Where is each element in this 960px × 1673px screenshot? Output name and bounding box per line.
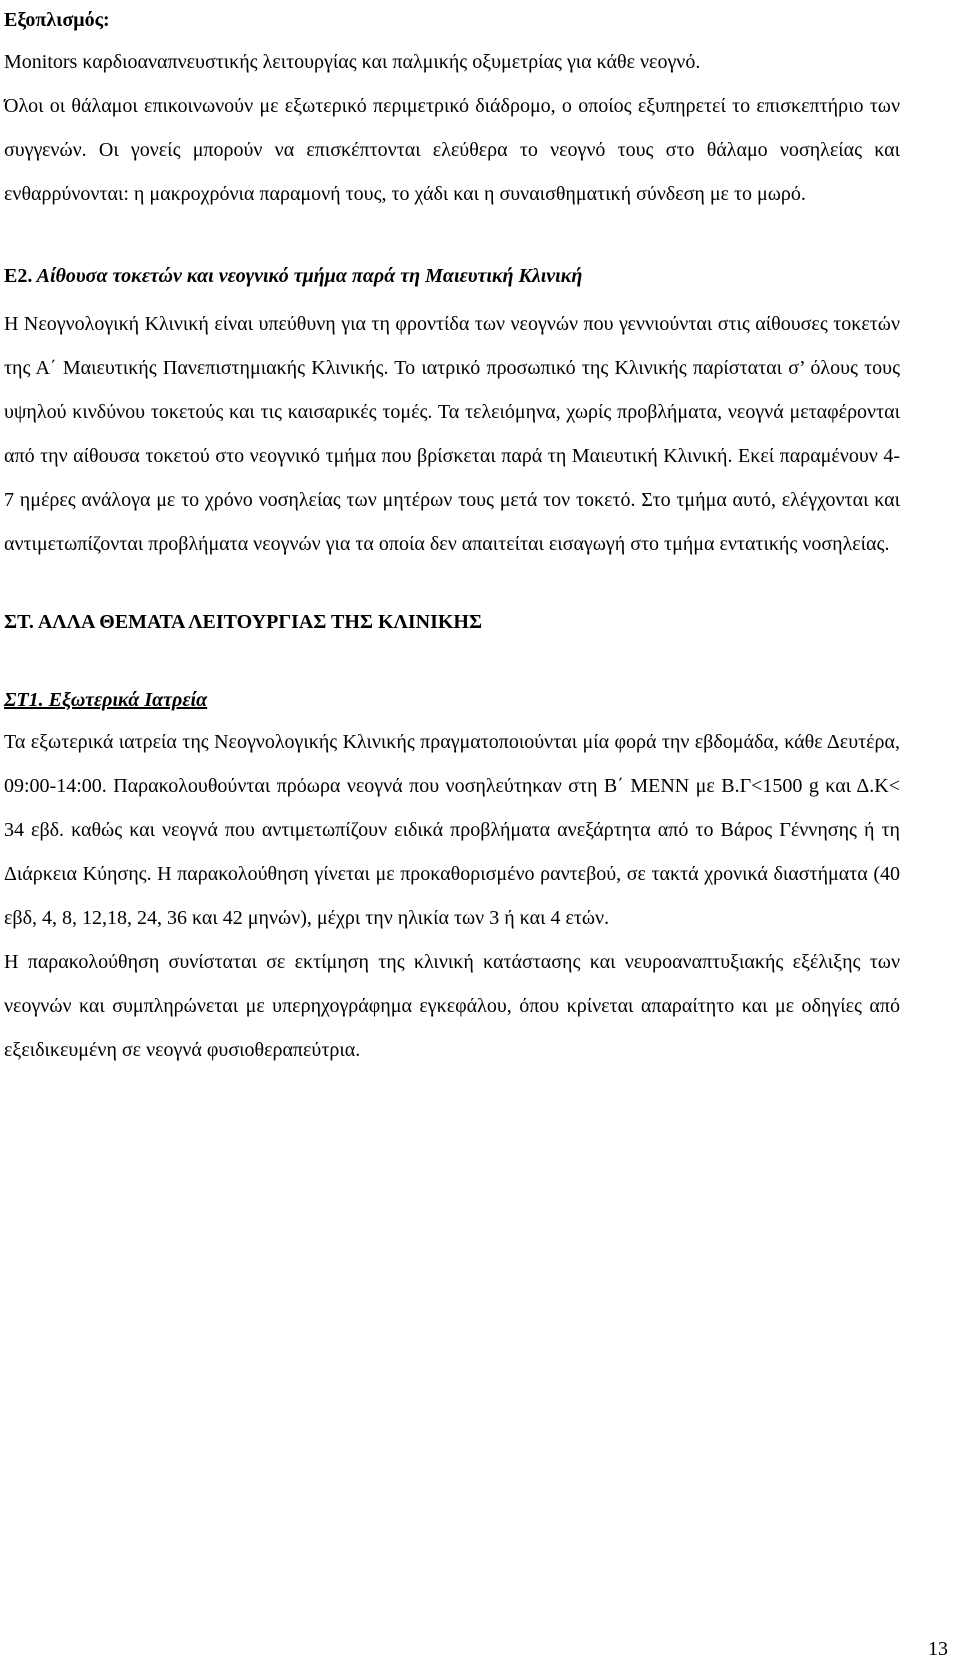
section-e2-number: Ε2. — [4, 265, 33, 287]
section-e2-body: Η Νεογνολογική Κλινική είναι υπεύθυνη για τη φροντίδα των νεογνών που γεννιούνται στις αίθουσες τοκετών της Α΄ Μαιευτικής Πανεπιστημιακής Κλινικής. Το ιατρικό προσωπικό της Κλινικής παρίσταται σ’ όλους τους υψηλού κινδύνου τοκετούς και τις καισαρικές τομές. Τα τελειόμηνα, χωρίς προβλήματα, νεογνά μεταφέρονται από την αίθουσα τοκετού στο νεογνικό τμήμα που βρίσκεται παρά τη Μαιευτική Κλινική. Εκεί παραμένουν 4-7 ημέρες ανάλογα με το χρόνο νοσηλείας των μητέρων τους μετά τον τοκετό. Στο τμήμα αυτό, ελέγχονται και αντιμετωπίζονται προβλήματα νεογνών για τα οποία δεν απαιτείται εισαγωγή στο τμήμα εντατικής νοσηλείας. — [4, 313, 900, 555]
page-number: 13 — [928, 1638, 948, 1660]
spacer — [4, 642, 900, 680]
spacer — [4, 566, 900, 602]
spacer — [4, 216, 900, 256]
section-st1-body-1: Τα εξωτερικά ιατρεία της Νεογνολογικής Κλινικής πραγματοποιούνται μία φορά την εβδομάδα, κάθε Δευτέρα, 09:00-14:00. Παρακολουθούνται πρόωρα νεογνά που νοσηλεύτηκαν στη Β΄ ΜΕΝΝ με Β.Γ<1500 g και Δ.Κ< 34 εβδ. καθώς και νεογνά που αντιμετωπίζουν ειδικά προβλήματα ανεξάρτητα από το Βάρος Γέννησης ή τη Διάρκεια Κύησης. Η παρακολούθηση γίνεται με προκαθορισμένο ραντεβού, σε τακτά χρονικά διαστήματα (40 εβδ, 4, 8, 12,18, 24, 36 και 42 μηνών), μέχρι την ηλικία των 3 ή και 4 ετών. — [4, 731, 900, 929]
chapter-st-title: ΣΤ. ΑΛΛΑ ΘΕΜΑΤΑ ΛΕΙΤΟΥΡΓΙΑΣ ΤΗΣ ΚΛΙΝΙΚΗΣ — [4, 611, 483, 633]
section-st1-title: ΣΤ1. Εξωτερικά Ιατρεία — [4, 689, 208, 711]
paragraph-rooms: Όλοι οι θάλαμοι επικοινωνούν με εξωτερικό περιμετρικό διάδρομο, ο οποίος εξυπηρετεί το επισκεπτήριο των συγγενών. Οι γονείς μπορούν να επισκέπτονται ελεύθερα το νεογνό τους στο θάλαμο νοσηλείας και ενθαρρύνονται: η μακροχρόνια παραμονή τους, το χάδι και η συναισθηματική σύνδεση με το μωρό. — [4, 95, 900, 205]
section-e2-heading: Αίθουσα τοκετών και νεογνικό τμήμα παρά τη Μαιευτική Κλινική — [36, 265, 583, 287]
section-st1-body-2: Η παρακολούθηση συνίσταται σε εκτίμηση της κλινική κατάστασης και νευροαναπτυξιακής εξέλιξης των νεογνών και συμπληρώνεται με υπερηχογράφημα εγκεφάλου, όπου κρίνεται απαραίτητο και με οδηγίες από εξειδικευμένη σε νεογνά φυσιοθεραπεύτρια. — [4, 951, 900, 1061]
section-e2-title — [4, 256, 900, 296]
equipment-line: Monitors καρδιοαναπνευστικής λειτουργίας και παλμικής οξυμετρίας για κάθε νεογνό. — [4, 51, 701, 73]
page-content — [4, 0, 900, 1072]
equipment-heading: Εξοπλισμός: — [4, 9, 110, 31]
